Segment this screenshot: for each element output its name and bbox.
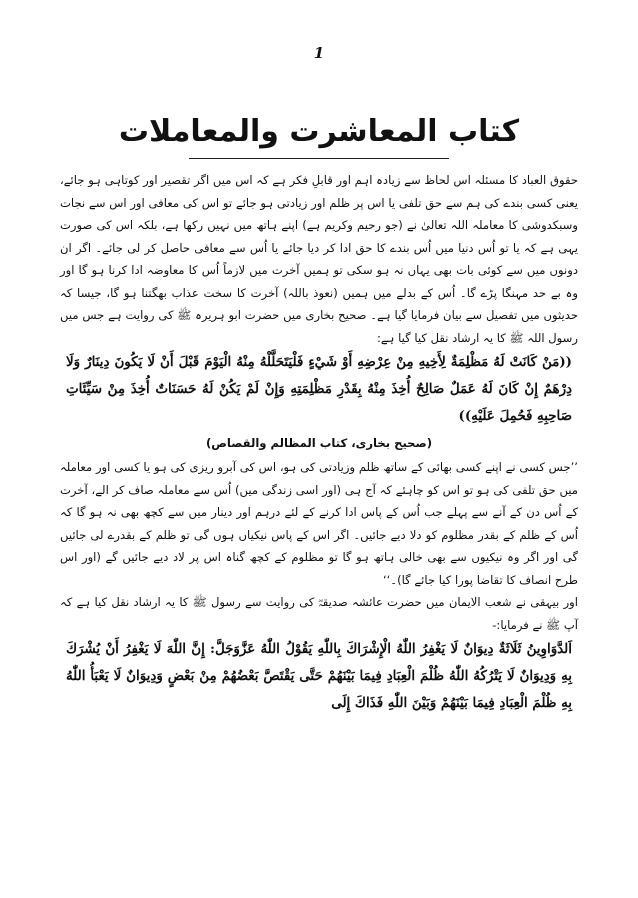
hadith-arabic-text: ((مَنْ كَانَتْ لَهُ مَظْلِمَةٌ لِأَخِيهِ مِنْ عِرْضِهِ أَوْ شَيْءٍ فَلْيَتَحَلَّلْهُ مِنْهُ الْيَوْمَ قَبْلَ أَنْ لَا يَكُونَ دِينَارٌ وَلَا دِرْهَمٌ إِنْ كَانَ لَهُ عَمَلٌ صَالِحٌ أُخِذَ مِنْهُ بِقَدْرِ مَظْلِمَتِهِ وَإِنْ لَمْ يَكُنْ لَهُ حَسَنَاتٌ أُخِذَ مِنْ سَيِّئَاتِ صَاحِبِهِ فَحُمِلَ عَلَيْهِ)) xyxy=(66,354,572,424)
intro-paragraph: حقوق العباد کا مسئلہ اس لحاظ سے زیادہ اہم اور قابلِ فکر ہے کہ اس میں اگر تقصیر اور کوتاہی ہو جائے، یعنی کسی بندے کی ہم سے حق تلفی یا اس پر ظلم اور زیادتی ہو جائے تو اس کی معافی اور اس سے نجات وسبکدوشی کا معاملہ اللہ تعالیٰ نے (جو رحیم وکریم ہے) اپنے ہاتھ میں نہیں رکھا ہے، بلکہ اس کی صورت یہی ہے کہ یا تو اُس دنیا میں اُس بندے کا حق ادا کر دیا جائے یا اُس سے معافی حاصل کر لی جائے۔ اگر ان دونوں میں سے کوئی بات بھی یہاں نہ ہو سکی تو ہمیں آخرت میں لازماً اُس کا معاوضہ ادا کرنا ہو گا اور وہ بے حد مہنگا پڑے گا۔ اُس کے بدلے میں ہمیں (نعوذ باللہ) آخرت کا سخت عذاب بھگتنا ہو گا، جیسا کہ حدیثوں میں تفصیل سے بیان فرمایا گیا ہے۔ صحیح بخاری میں حضرت ابو ہریرہ ﷺ کی روایت ہے جس میں رسول اللہ ﷺ کا یہ ارشاد نقل کیا گیا ہے: xyxy=(60,173,578,345)
second-hadith-arabic-text: اَلدَّوَاوِينُ ثَلَاثَةٌ دِيوَانٌ لَا يَغْفِرُ اللّٰهُ الْإِشْرَاكَ بِاللّٰهِ يَقُوْلُ اللّٰهُ عَزَّوَجَلَّ: إِنَّ اللّٰهَ لَا يَغْفِرُ أَنْ يُشْرَكَ بِهِ وَدِيوَانٌ لَا يَتْرُكُهُ اللّٰهُ ظُلْمَ الْعِبَادِ فِيمَا بَيْنَهُمْ حَتَّى يَقْتَصَّ بَعْضُهُمْ مِنْ بَعْضٍ وَدِيوَانٌ لَا يَعْبَأُ اللّٰهُ بِهِ ظُلْمَ الْعِبَادِ فِيمَا بَيْنَهُمْ وَبَيْنَ اللّٰهِ فَذَاكَ إِلَى xyxy=(66,641,572,711)
page-body xyxy=(60,169,578,717)
chapter-title: کتاب المعاشرت والمعاملات xyxy=(118,114,520,149)
second-hadith-intro: اور بیہقی نے شعب الایمان میں حضرت عائشہ صدیقہؓ کی روایت سے رسول ﷺ کا یہ ارشاد نقل کیا ہے کہ آپ ﷺ نے فرمایا:- xyxy=(60,595,578,632)
title-underline xyxy=(189,158,449,159)
hadith-citation: (صحیح بخاری، کتاب المظالم والقصاص) xyxy=(205,436,433,450)
page-number: 1 xyxy=(313,44,325,62)
hadith-translation: ’’جس کسی نے اپنے کسی بھائی کے ساتھ ظلم وزیادتی کی ہو، اس کی آبرو ریزی کی ہو یا کسی اور معاملہ میں حق تلفی کی ہو تو اس کو چاہئے کہ آج ہی (اور اسی زندگی میں) اُس سے معاملہ صاف کر الے، آخرت کے اُس دن کے آنے سے پہلے جب اُس کے پاس ادا کرنے کے لئے درہم اور دینار میں سے کچھ بھی نہ ہو گا کہ اُس کے ظلم کے بقدر مظلوم کو دلا دیے جائیں۔ اگر اس کے پاس نیکیاں ہوں گی تو ظلم کے بقدرے لی جائیں گی اور اگر وہ نیکیوں سے بھی خالی ہاتھ ہو گا تو مظلوم کے کچھ گناہ اس پر لاد دیے جائیں گے (اور اس طرح انصاف کا تقاضا پورا کیا جائے گا)۔‘‘ xyxy=(60,460,578,587)
